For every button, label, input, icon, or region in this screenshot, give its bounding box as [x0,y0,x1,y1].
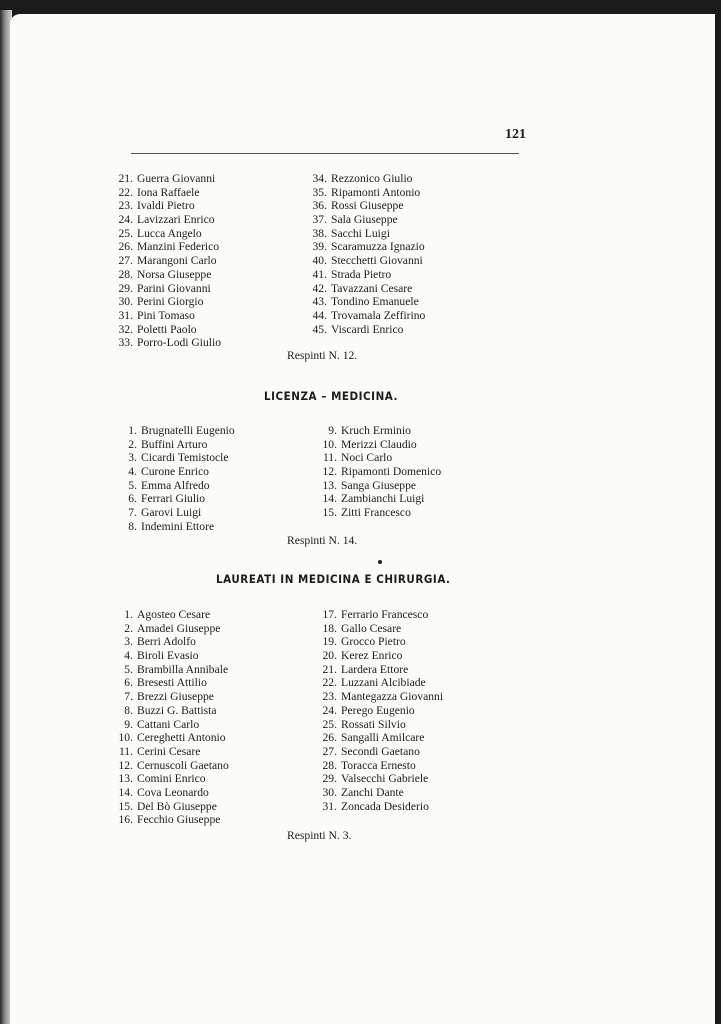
entry-number: 37. [312,213,327,227]
entry-name: Cattani Carlo [137,717,200,731]
list-item [117,520,235,534]
list-item [317,608,443,622]
entry-number: 26. [322,731,337,745]
entry-name: Sanga Giuseppe [341,478,417,492]
page-number: 121 [505,127,526,142]
entry-number: 21. [322,662,337,676]
entry-name: Zanchi Dante [341,785,404,799]
list-item [307,254,425,268]
entry-number: 14. [118,785,133,799]
entry-number: 1. [128,424,137,437]
list-item [113,282,221,296]
entry-number: 45. [312,322,327,336]
list-item [113,336,221,350]
entry-name: Ivaldi Pietro [137,199,195,213]
entry-number: 19. [322,635,337,649]
list-item [117,451,235,465]
list-item [113,649,229,663]
entry-name: Lardera Ettore [341,662,409,676]
entry-number: 24. [118,213,133,227]
entry-number: 39. [312,240,327,254]
entry-number: 3. [124,635,133,649]
entry-number: 33. [118,336,133,350]
entry-number: 28. [322,758,337,772]
entry-number: 27. [322,744,337,758]
entry-name: Sala Giuseppe [331,213,398,227]
list-item [307,323,425,337]
section2-left-column [117,424,235,534]
list-item [117,438,235,452]
list-item [113,676,229,690]
list-item [317,479,441,493]
entry-number: 12. [118,758,133,772]
entry-number: 29. [322,772,337,786]
list-item [317,786,443,800]
list-item [113,690,229,704]
entry-number: 34. [312,172,327,185]
entry-number: 12. [322,465,337,479]
list-item [113,745,229,759]
entry-number: 40. [312,254,327,268]
entry-name: Buffini Arturo [141,437,208,451]
entry-name: Zambianchi Luigi [341,492,425,506]
entry-name: Iona Raffaele [137,185,200,199]
list-item [317,465,441,479]
entry-number: 5. [128,478,137,492]
entry-number: 8. [128,519,137,533]
entry-name: Lucca Angelo [137,226,202,240]
list-item [113,323,221,337]
list-item [307,240,425,254]
list-item [307,227,425,241]
entry-name: Tavazzani Cesare [331,281,413,295]
entry-number: 11. [322,451,337,465]
entry-name: Lavizzari Enrico [137,213,215,227]
list-item [113,227,221,241]
entry-name: Rossati Silvio [341,717,406,731]
entry-number: 7. [124,690,133,704]
list-item [317,745,443,759]
list-item [317,731,443,745]
list-item [113,608,229,622]
list-item [307,282,425,296]
section3-left-column [113,608,229,827]
list-item [317,690,443,704]
list-item [317,438,441,452]
entry-name: Curone Enrico [141,465,209,479]
entry-number: 18. [322,621,337,635]
entry-name: Brambilla Annibale [137,662,229,676]
entry-name: Scaramuzza Ignazio [331,240,425,254]
entry-name: Cova Leonardo [137,785,209,799]
list-item [117,479,235,493]
list-item [317,622,443,636]
entry-number: 4. [124,649,133,663]
entry-name: Norsa Giuseppe [137,267,212,281]
section3-right-column [317,608,443,813]
list-item [113,786,229,800]
entry-number: 32. [118,322,133,336]
entry-name: Merizzi Claudio [341,437,417,451]
list-item [113,800,229,814]
entry-name: Rezzonico Giulio [331,172,413,185]
entry-name: Berri Adolfo [137,635,196,649]
entry-number: 31. [322,799,337,813]
list-item [113,309,221,323]
list-item [113,813,229,827]
list-item [317,718,443,732]
entry-number: 9. [124,717,133,731]
entry-name: Comini Enrico [137,772,206,786]
list-item [113,663,229,677]
entry-number: 43. [312,295,327,309]
list-item [317,772,443,786]
list-item [113,254,221,268]
entry-name: Ripamonti Antonio [331,185,421,199]
entry-number: 27. [118,254,133,268]
entry-name: Toracca Ernesto [341,758,416,772]
entry-name: Ferrari Giulio [141,492,206,506]
list-item [113,635,229,649]
entry-number: 13. [118,772,133,786]
entry-number: 28. [118,267,133,281]
entry-number: 10. [118,731,133,745]
entry-number: 14. [322,492,337,506]
entry-name: Buzzi G. Battista [137,703,217,717]
entry-number: 31. [118,308,133,322]
entry-name: Bresesti Attilio [137,676,207,690]
list-item [317,800,443,814]
list-item [113,772,229,786]
list-item [307,309,425,323]
entry-number: 24. [322,703,337,717]
entry-number: 15. [322,506,337,520]
section2-right-column [317,424,441,520]
entry-name: Del Bò Giuseppe [137,799,217,813]
section2-respinti: Respinti N. 14. [287,534,358,547]
section1-respinti: Respinti N. 12. [287,349,358,362]
list-item [307,213,425,227]
entry-name: Porro-Lodi Giulio [137,336,222,350]
list-item [113,186,221,200]
entry-number: 21. [118,172,133,185]
list-item [113,172,221,186]
entry-name: Indemini Ettore [141,519,215,533]
entry-number: 10. [322,437,337,451]
list-item [113,213,221,227]
entry-name: Parini Giovanni [137,281,211,295]
entry-name: Stecchetti Giovanni [331,254,423,268]
list-item [117,506,235,520]
entry-number: 13. [322,478,337,492]
list-item [317,424,441,438]
entry-name: Amadei Giuseppe [137,621,221,635]
entry-name: Kruch Erminio [341,424,411,437]
header-rule [131,153,519,154]
entry-name: Guerra Giovanni [137,172,216,185]
section1-left-column [113,172,221,350]
list-item [317,704,443,718]
entry-number: 5. [124,662,133,676]
entry-name: Strada Pietro [331,267,392,281]
entry-name: Cerini Cesare [137,744,201,758]
entry-number: 2. [124,621,133,635]
entry-name: Cereghetti Antonio [137,731,226,745]
entry-number: 1. [124,608,133,621]
entry-number: 38. [312,226,327,240]
entry-name: Gallo Cesare [341,621,402,635]
entry-number: 22. [322,676,337,690]
entry-number: 26. [118,240,133,254]
entry-number: 30. [322,785,337,799]
entry-name: Perego Eugenio [341,703,415,717]
entry-name: Brezzi Giuseppe [137,690,214,704]
entry-name: Emma Alfredo [141,478,210,492]
entry-name: Secondi Gaetano [341,744,420,758]
list-item [307,268,425,282]
list-item [317,649,443,663]
entry-name: Cernuscoli Gaetano [137,758,229,772]
list-item [317,759,443,773]
list-item [113,240,221,254]
list-item [307,172,425,186]
entry-name: Poletti Paolo [137,322,197,336]
entry-name: Kerez Enrico [341,649,403,663]
list-item [113,731,229,745]
entry-name: Zitti Francesco [341,506,411,520]
list-item [317,506,441,520]
entry-name: Ferrario Francesco [341,608,429,621]
entry-name: Ripamonti Domenico [341,465,442,479]
entry-number: 35. [312,185,327,199]
entry-number: 20. [322,649,337,663]
entry-name: Sacchi Luigi [331,226,390,240]
list-item [113,295,221,309]
list-item [113,759,229,773]
entry-number: 3. [128,451,137,465]
section1-right-column [307,172,425,336]
list-item [113,199,221,213]
list-item [317,492,441,506]
entry-name: Noci Carlo [341,451,393,465]
entry-name: Grocco Pietro [341,635,406,649]
entry-number: 25. [118,226,133,240]
list-item [113,622,229,636]
section3-heading: LAUREATI IN MEDICINA E CHIRURGIA. [216,572,451,586]
list-item [307,186,425,200]
entry-name: Manzini Federico [137,240,220,254]
entry-name: Pini Tomaso [137,308,195,322]
entry-number: 16. [118,813,133,827]
list-item [113,704,229,718]
entry-number: 11. [118,744,133,758]
entry-number: 41. [312,267,327,281]
list-item [117,465,235,479]
entry-number: 29. [118,281,133,295]
list-item [117,424,235,438]
entry-name: Valsecchi Gabriele [341,772,429,786]
entry-number: 6. [124,676,133,690]
entry-name: Marangoni Carlo [137,254,217,268]
entry-number: 17. [322,608,337,621]
entry-name: Agosteo Cesare [137,608,211,621]
entry-number: 2. [128,437,137,451]
list-item [317,635,443,649]
entry-number: 23. [322,690,337,704]
section2-heading: LICENZA – MEDICINA. [264,389,398,403]
list-item [317,451,441,465]
entry-name: Viscardi Enrico [331,322,404,336]
entry-name: Trovamala Zeffirino [331,308,426,322]
entry-name: Perini Giorgio [137,295,204,309]
entry-name: Rossi Giuseppe [331,199,404,213]
entry-name: Fecchio Giuseppe [137,813,221,827]
list-item [307,295,425,309]
list-item [113,718,229,732]
entry-number: 22. [118,185,133,199]
entry-number: 4. [128,465,137,479]
entry-name: Brugnatelli Eugenio [141,424,235,437]
entry-name: Sangalli Amilcare [341,731,425,745]
ink-dot [378,560,382,564]
entry-number: 6. [128,492,137,506]
entry-name: Garovi Luigi [141,506,202,520]
entry-number: 15. [118,799,133,813]
list-item [317,676,443,690]
entry-number: 36. [312,199,327,213]
entry-number: 9. [328,424,337,437]
entry-name: Mantegazza Giovanni [341,690,444,704]
entry-number: 8. [124,703,133,717]
entry-number: 7. [128,506,137,520]
entry-name: Tondino Emanuele [331,295,419,309]
entry-number: 30. [118,295,133,309]
list-item [117,492,235,506]
entry-name: Zoncada Desiderio [341,799,429,813]
entry-number: 44. [312,308,327,322]
list-item [113,268,221,282]
entry-name: Biroli Evasio [137,649,199,663]
entry-number: 23. [118,199,133,213]
list-item [317,663,443,677]
entry-number: 25. [322,717,337,731]
list-item [307,199,425,213]
entry-number: 42. [312,281,327,295]
entry-name: Luzzani Alcibiade [341,676,426,690]
section3-respinti: Respinti N. 3. [287,829,352,842]
entry-name: Cicardi Temistocle [141,451,229,465]
